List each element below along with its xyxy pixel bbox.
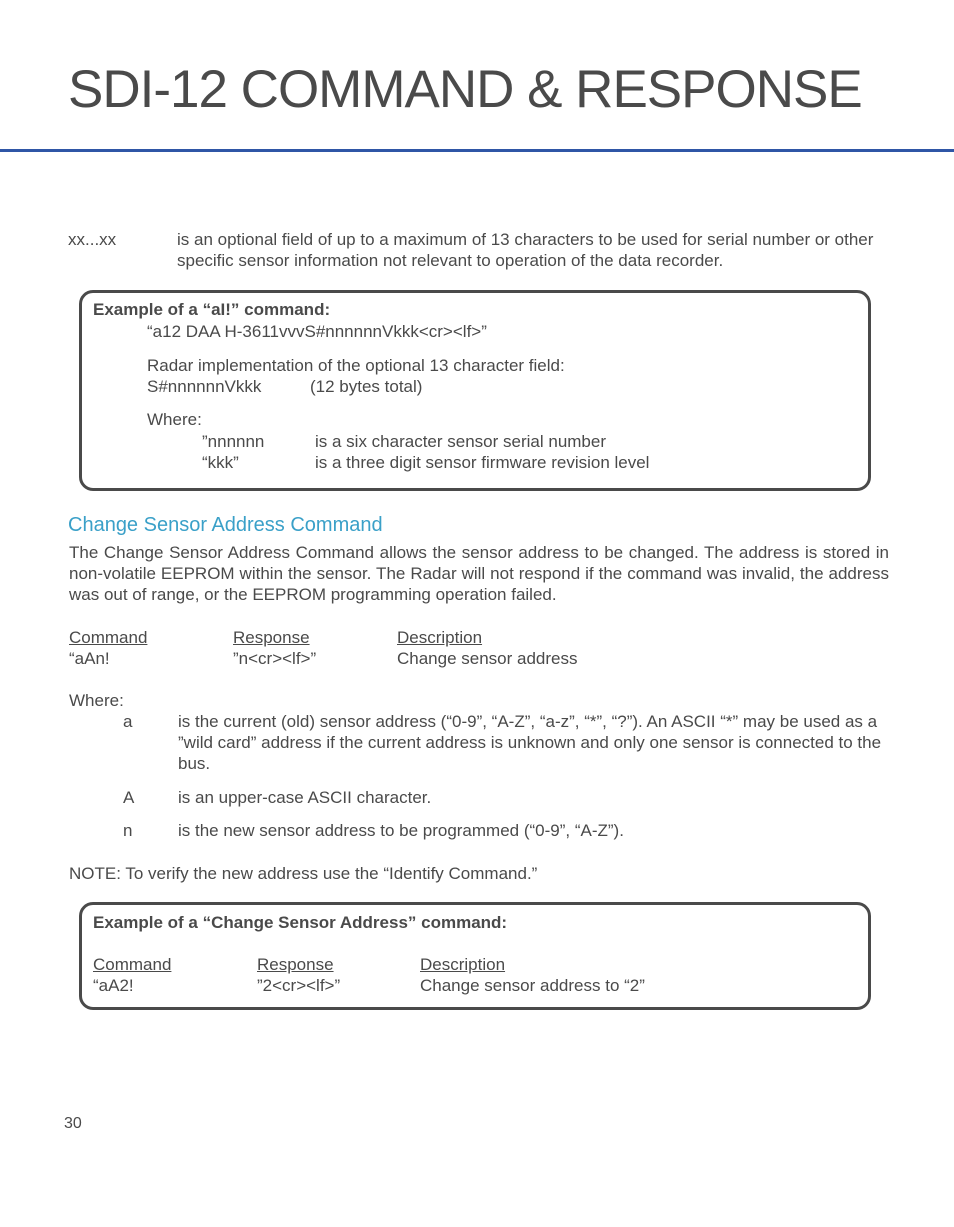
field-note: (12 bytes total)	[310, 377, 423, 396]
page-number: 30	[64, 1115, 82, 1132]
table-cell-response: ”2<cr><lf>”	[257, 976, 341, 995]
table-cell-command: “aA2!	[93, 976, 134, 995]
where-label: Where:	[147, 410, 202, 429]
table-header-command: Command	[69, 628, 148, 647]
section-heading: Change Sensor Address Command	[68, 514, 383, 536]
param-description: is the current (old) sensor address (“0-9”, “A-Z”, “a-z”, “*”, “?”). An ASCII “*” may be used as a ”wild card” address if the current address is unknown and only one sensor is connected to the bus.	[178, 712, 882, 773]
table-cell-description: Change sensor address to “2”	[420, 976, 645, 995]
param-description: is the new sensor address to be programmed (“0-9”, “A-Z”).	[178, 821, 624, 840]
example-change-address-box	[79, 902, 871, 1010]
table-cell-command: “aAn!	[69, 649, 110, 668]
where-description: is a three digit sensor firmware revision level	[315, 453, 650, 472]
note-text: NOTE: To verify the new address use the “Identify Command.”	[69, 864, 538, 883]
title-rule	[0, 149, 954, 152]
example-heading: Example of a “aI!” command:	[93, 300, 331, 319]
table-header-response: Response	[233, 628, 310, 647]
example-heading: Example of a “Change Sensor Address” command:	[93, 913, 508, 932]
table-cell-description: Change sensor address	[397, 649, 578, 668]
example-response: “a12 DAA H-3611vvvS#nnnnnnVkkk<cr><lf>”	[147, 322, 487, 341]
param-term: a	[123, 712, 133, 731]
where-term: ”nnnnnn	[202, 432, 265, 451]
intro-paragraph: The Change Sensor Address Command allows the sensor address to be changed. The address is stored in non-volatile EEPROM within the sensor. The Radar will not respond if the command was invalid, the address was out of range, or the EEPROM programming operation failed.	[69, 543, 889, 604]
table-header-description: Description	[420, 955, 506, 974]
where-term: “kkk”	[202, 453, 239, 472]
param-term: A	[123, 788, 135, 807]
param-description: is an upper-case ASCII character.	[178, 788, 432, 807]
implementation-line: Radar implementation of the optional 13 character field:	[147, 356, 565, 375]
table-cell-response: ”n<cr><lf>”	[233, 649, 317, 668]
where-label: Where:	[69, 691, 124, 710]
example-ai-command-box	[79, 290, 871, 491]
field-description: is an optional field of up to a maximum of 13 characters to be used for serial number or other specific sensor information not relevant to operation of the data recorder.	[177, 230, 874, 270]
where-description: is a six character sensor serial number	[315, 432, 607, 451]
field-term: xx...xx	[68, 230, 117, 249]
table-header-description: Description	[397, 628, 483, 647]
field-format: S#nnnnnnVkkk	[147, 377, 262, 396]
table-header-response: Response	[257, 955, 334, 974]
table-header-command: Command	[93, 955, 172, 974]
param-term: n	[123, 821, 133, 840]
page-title: SDI-12 COMMAND & RESPONSE	[68, 60, 862, 119]
